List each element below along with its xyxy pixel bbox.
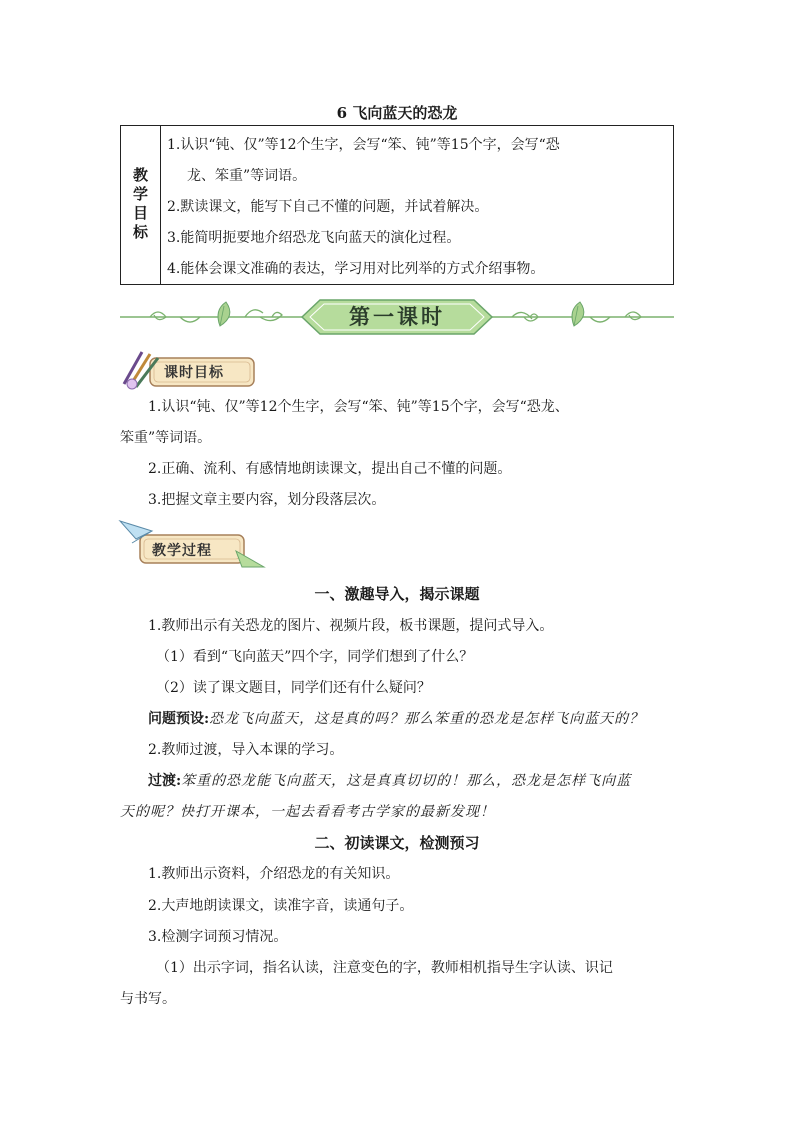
teaching-goals-list bbox=[161, 126, 673, 284]
paragraph: 与书写。 bbox=[120, 991, 176, 1007]
paragraph: 3.检测字词预习情况。 bbox=[148, 929, 288, 945]
transition-note bbox=[148, 771, 674, 791]
lesson-goal-line: 3.把握文章主要内容，划分段落层次。 bbox=[148, 492, 386, 508]
lesson-goal-line: 1.认识“钝、仅”等12个生字，会写“笨、钝”等15个字，会写“恐龙、 bbox=[148, 399, 569, 415]
paragraph: 1.教师出示有关恐龙的图片、视频片段，板书课题，提问式导入。 bbox=[148, 618, 554, 634]
section-heading: 二、初读课文，检测预习 bbox=[314, 834, 480, 852]
goal-item: 2.默读课文，能写下自己不懂的问题，并试着解决。 bbox=[167, 199, 489, 215]
teaching-goals-header-text: 教学目标 bbox=[131, 167, 149, 243]
paragraph: 1.教师出示资料，介绍恐龙的有关知识。 bbox=[148, 866, 400, 882]
goal-item: 龙、笨重”等词语。 bbox=[187, 168, 307, 184]
lesson-goal-line: 2.正确、流利、有感情地朗读课文，提出自己不懂的问题。 bbox=[148, 461, 512, 477]
goal-item: 1.认识“钝、仅”等12个生字，会写“笨、钝”等15个字，会写“恐 bbox=[167, 137, 560, 153]
goal-item: 4.能体会课文准确的表达，学习用对比列举的方式介绍事物。 bbox=[167, 261, 545, 277]
question-preset-label: 问题预设: bbox=[148, 711, 210, 727]
teaching-goals-header bbox=[121, 126, 161, 284]
transition-text: 笨重的恐龙能飞向蓝天，这是真真切切的！那么，恐龙是怎样飞向蓝 bbox=[181, 773, 632, 789]
transition-label: 过渡: bbox=[148, 773, 182, 789]
teaching-process-badge-label: 教学过程 bbox=[152, 543, 212, 559]
paragraph: （1）出示字词，指名认读，注意变色的字，教师相机指导生字认读、识记 bbox=[156, 960, 613, 976]
section-heading: 一、激趣导入，揭示课题 bbox=[314, 585, 480, 603]
question-preset bbox=[148, 709, 674, 729]
transition-text-cont: 天的呢？快打开课本，一起去看看考古学家的最新发现！ bbox=[120, 804, 495, 820]
lesson-goals-badge-label: 课时目标 bbox=[164, 365, 224, 381]
goal-item: 3.能简明扼要地介绍恐龙飞向蓝天的演化过程。 bbox=[167, 230, 461, 246]
document-title: 6 飞向蓝天的恐龙 bbox=[336, 104, 458, 122]
lesson-goal-line: 笨重”等词语。 bbox=[120, 430, 212, 446]
teaching-goals-table bbox=[120, 125, 674, 285]
lesson-banner bbox=[120, 296, 674, 338]
teaching-process-badge bbox=[118, 517, 268, 569]
lesson-goals-badge bbox=[120, 350, 260, 390]
question-preset-text: 恐龙飞向蓝天，这是真的吗？那么笨重的恐龙是怎样飞向蓝天的？ bbox=[209, 711, 645, 727]
paragraph: （2）读了课文题目，同学们还有什么疑问？ bbox=[156, 680, 431, 696]
paragraph: 2.大声地朗读课文，读准字音，读通句子。 bbox=[148, 898, 414, 914]
paragraph: （1）看到“飞向蓝天”四个字，同学们想到了什么？ bbox=[156, 649, 474, 665]
paragraph: 2.教师过渡，导入本课的学习。 bbox=[148, 742, 344, 758]
lesson-banner-label: 第一课时 bbox=[349, 304, 445, 329]
